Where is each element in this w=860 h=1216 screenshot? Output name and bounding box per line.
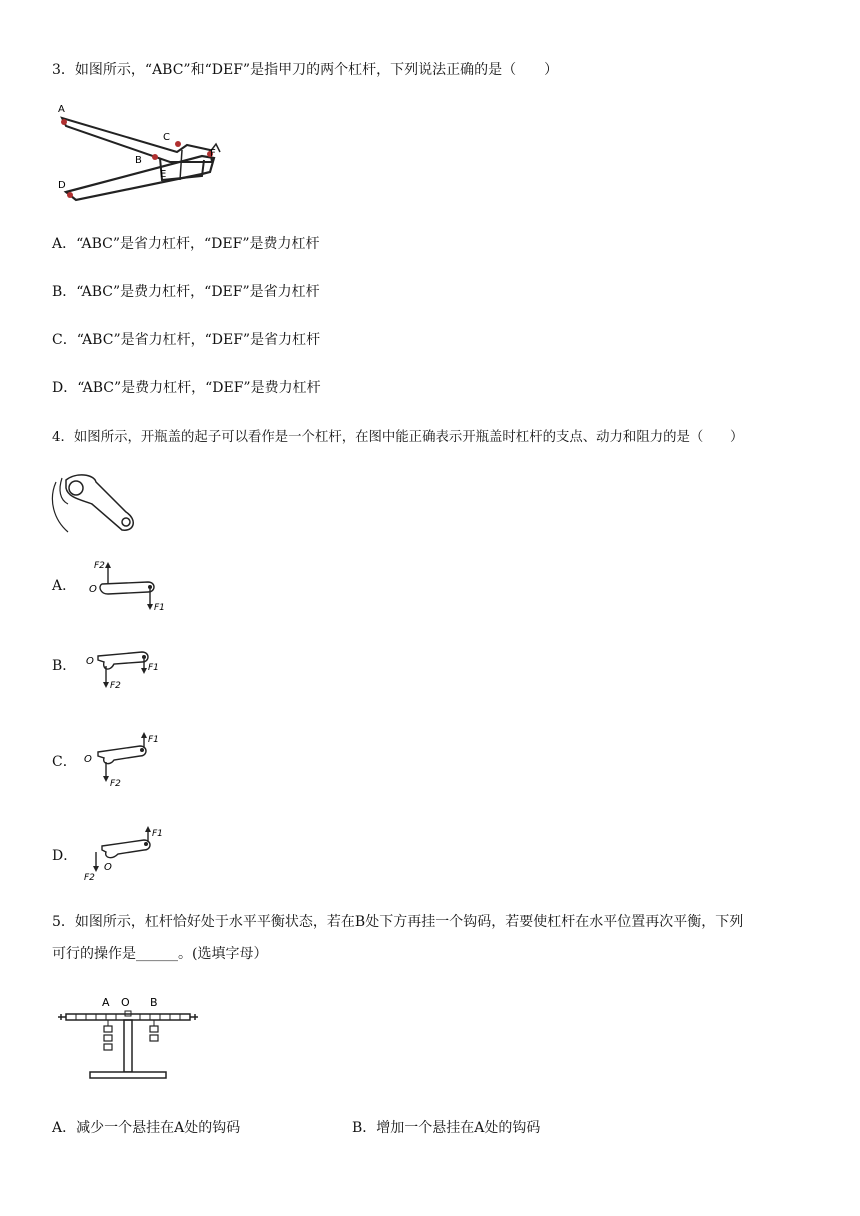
lever-diagram-c [80, 730, 170, 790]
q5-stem-line1: 5．如图所示，杠杆恰好处于水平平衡状态，若在B处下方再挂一个钩码，若要使杠杆在水平位置再次平衡，下列 [52, 914, 744, 930]
lever-diagram-b [84, 644, 174, 696]
svg-text:O: O [84, 754, 92, 765]
point-b-label: B [150, 996, 158, 1009]
q3-stem: 3．如图所示，“ABC”和“DEF”是指甲刀的两个杠杆，下列说法正确的是（ ） [52, 62, 559, 78]
lever-diagram-d [82, 824, 172, 884]
q5-stem-line2: 可行的操作是______。(选填字母） [52, 946, 268, 962]
bottle-opener-figure [46, 470, 146, 540]
svg-text:O: O [86, 656, 94, 667]
q3-option-c[interactable]: C．“ABC”是省力杠杆，“DEF”是省力杠杆 [52, 332, 321, 348]
svg-text:F2: F2 [110, 681, 121, 691]
q3-option-a[interactable]: A．“ABC”是省力杠杆，“DEF”是费力杠杆 [52, 236, 320, 252]
svg-text:F1: F1 [148, 663, 159, 673]
label-c: C [163, 132, 170, 143]
q4-option-d[interactable]: D． [52, 848, 78, 864]
svg-text:F1: F1 [152, 829, 163, 839]
svg-text:O: O [104, 862, 112, 873]
q3-option-b[interactable]: B．“ABC”是费力杠杆，“DEF”是省力杠杆 [52, 284, 320, 300]
q4-stem: 4．如图所示，开瓶盖的起子可以看作是一个杠杆，在图中能正确表示开瓶盖时杠杆的支点、动力和阻力的是（ ） [52, 430, 744, 445]
q3-option-d[interactable]: D．“ABC”是费力杠杆，“DEF”是费力杠杆 [52, 380, 321, 396]
label-b: B [135, 155, 142, 166]
q4-option-b[interactable]: B． [52, 658, 77, 674]
point-a-label: A [102, 996, 110, 1009]
fulcrum-label: O [89, 584, 97, 595]
label-e: E [160, 169, 167, 180]
force-label-top: F2 [94, 561, 105, 571]
force-label-bottom: F1 [154, 603, 165, 613]
q4-option-c[interactable]: C． [52, 754, 77, 770]
svg-text:F2: F2 [110, 779, 121, 789]
point-o-label: O [121, 996, 130, 1009]
q5-option-a[interactable]: A．减少一个悬挂在A处的钩码 [52, 1120, 241, 1136]
q5-option-b[interactable]: B．增加一个悬挂在A处的钩码 [352, 1120, 541, 1136]
svg-text:F1: F1 [148, 735, 159, 745]
svg-text:F2: F2 [84, 873, 95, 883]
label-d: D [58, 180, 66, 191]
q4-option-a[interactable]: A． [52, 578, 77, 594]
nail-clipper-figure [52, 100, 232, 210]
lever-balance-figure [56, 990, 206, 1084]
label-a: A [58, 104, 65, 115]
lever-diagram-a [86, 558, 176, 614]
label-f: F [210, 148, 216, 159]
